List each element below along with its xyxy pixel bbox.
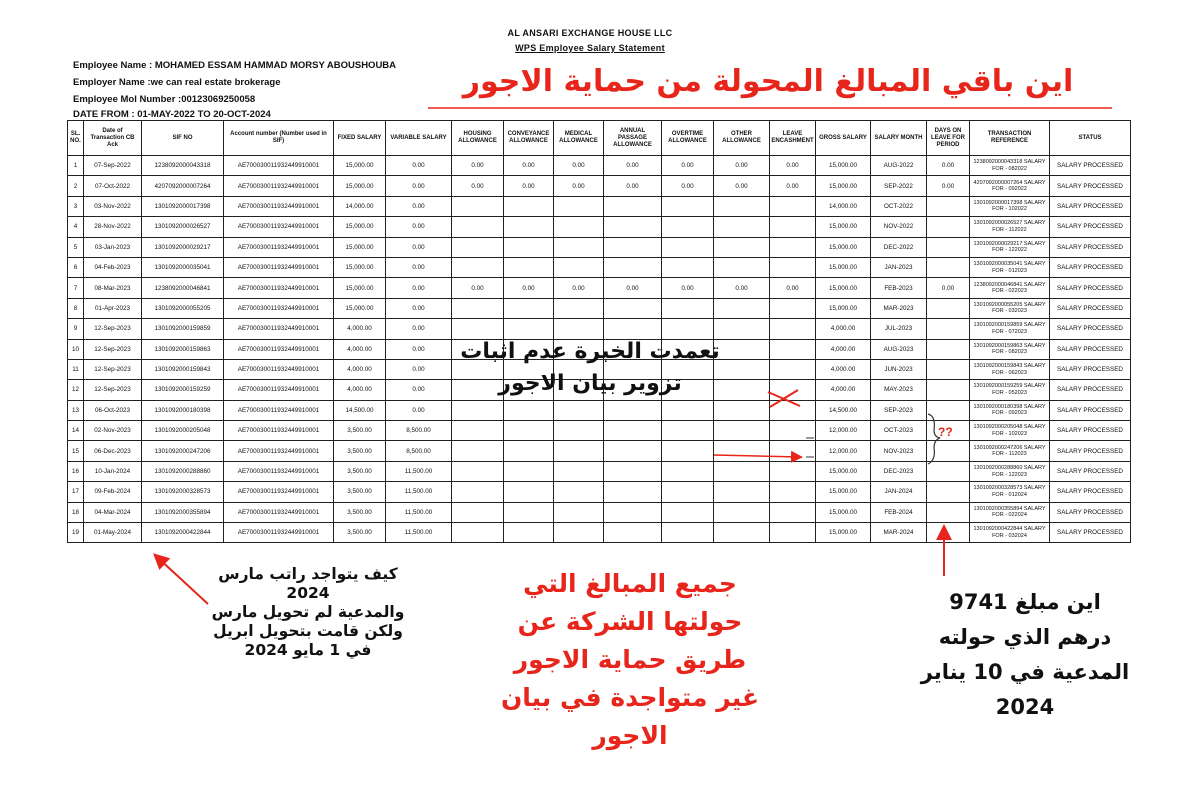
table-cell: 12-Sep-2023 xyxy=(84,319,142,339)
table-cell: 0.00 xyxy=(504,278,554,298)
question-marks: ?? xyxy=(938,425,953,439)
table-cell: 1301092000355894 xyxy=(142,502,224,522)
table-cell: SALARY PROCESSED xyxy=(1050,176,1131,196)
table-cell: SEP-2023 xyxy=(871,400,927,420)
table-cell: SALARY PROCESSED xyxy=(1050,400,1131,420)
employee-mol-number: Employee Mol Number :00123069250058 xyxy=(73,94,256,105)
table-cell: 12-Sep-2023 xyxy=(84,339,142,359)
table-cell: 0.00 xyxy=(662,176,714,196)
table-cell: 0.00 xyxy=(386,217,452,237)
table-cell: SALARY PROCESSED xyxy=(1050,359,1131,379)
table-cell: 01-Apr-2023 xyxy=(84,298,142,318)
table-cell: 0.00 xyxy=(386,400,452,420)
table-cell: JAN-2023 xyxy=(871,257,927,277)
arrow-up-left-icon xyxy=(156,556,208,604)
table-cell: 15 xyxy=(68,441,84,461)
column-header: Date of Transaction CB Ack xyxy=(84,121,142,156)
table-cell: 3 xyxy=(68,196,84,216)
column-header: ANNUAL PASSAGE ALLOWANCE xyxy=(604,121,662,156)
middle-annotation-line2: تزوير بيان الاجور xyxy=(498,371,682,396)
table-cell: 0.00 xyxy=(386,339,452,359)
table-cell: 15,000.00 xyxy=(816,237,871,257)
table-cell: 06-Oct-2023 xyxy=(84,400,142,420)
table-cell: AE700030011932449910001 xyxy=(224,156,334,176)
table-cell: 3,500.00 xyxy=(334,421,386,441)
left-note-line: في 1 مايو 2024 xyxy=(244,641,372,659)
table-cell: 15,000.00 xyxy=(816,461,871,481)
table-cell: 1301092000017398 SALARY FOR - 102022 xyxy=(970,196,1050,216)
column-header: VARIABLE SALARY xyxy=(386,121,452,156)
table-cell: 0.00 xyxy=(554,156,604,176)
table-cell: 4 xyxy=(68,217,84,237)
left-note-line: 2024 xyxy=(286,584,330,602)
right-note-line: اين مبلغ 9741 xyxy=(949,590,1101,614)
table-cell: SALARY PROCESSED xyxy=(1050,502,1131,522)
table-cell: 3,500.00 xyxy=(334,482,386,502)
table-cell: 1301092000159259 SALARY FOR - 052023 xyxy=(970,380,1050,400)
table-cell: 1301092000029217 SALARY FOR - 122022 xyxy=(970,237,1050,257)
table-cell: AE700030011932449910001 xyxy=(224,217,334,237)
table-cell: 4,000.00 xyxy=(334,380,386,400)
table-cell: 0.00 xyxy=(714,156,770,176)
column-header: TRANSACTION REFERENCE xyxy=(970,121,1050,156)
table-cell: 4,000.00 xyxy=(816,359,871,379)
table-cell: 03-Nov-2022 xyxy=(84,196,142,216)
right-note-line: 2024 xyxy=(995,695,1055,719)
table-cell: DEC-2023 xyxy=(871,461,927,481)
table-cell: 28-Nov-2022 xyxy=(84,217,142,237)
table-cell: 15,000.00 xyxy=(334,278,386,298)
table-cell: 0.00 xyxy=(452,176,504,196)
table-cell: 3,500.00 xyxy=(334,441,386,461)
column-header: FIXED SALARY xyxy=(334,121,386,156)
table-cell: AE700030011932449910001 xyxy=(224,400,334,420)
table-cell: 8,500.00 xyxy=(386,441,452,461)
table-cell: 4207092000007264 SALARY FOR - 092022 xyxy=(970,176,1050,196)
table-cell: 07-Sep-2022 xyxy=(84,156,142,176)
table-cell: 1301092000159863 SALARY FOR - 082023 xyxy=(970,339,1050,359)
table-cell: AE700030011932449910001 xyxy=(224,461,334,481)
table-cell: 0.00 xyxy=(714,278,770,298)
table-cell: 14 xyxy=(68,421,84,441)
table-cell: 1301092000180398 xyxy=(142,400,224,420)
table-cell: 1301092000055205 SALARY FOR - 032023 xyxy=(970,298,1050,318)
table-cell: 10-Jan-2024 xyxy=(84,461,142,481)
table-cell: 11,500.00 xyxy=(386,502,452,522)
table-cell: 1301092000205048 SALARY FOR - 102023 xyxy=(970,421,1050,441)
table-cell: AE700030011932449910001 xyxy=(224,502,334,522)
table-cell: 1238092000046841 xyxy=(142,278,224,298)
table-cell: 17 xyxy=(68,482,84,502)
employee-name: Employee Name : MOHAMED ESSAM HAMMAD MORSY ABOUSHOUBA xyxy=(73,60,397,71)
table-cell: 1301092000159843 xyxy=(142,359,224,379)
table-cell: 15,000.00 xyxy=(334,298,386,318)
table-cell: 0.00 xyxy=(927,278,970,298)
table-cell: 5 xyxy=(68,237,84,257)
table-cell: 18 xyxy=(68,502,84,522)
table-cell: 12,000.00 xyxy=(816,441,871,461)
table-cell: 4,000.00 xyxy=(334,339,386,359)
table-cell: 4,000.00 xyxy=(816,319,871,339)
table-cell: 06-Dec-2023 xyxy=(84,441,142,461)
table-cell: 16 xyxy=(68,461,84,481)
column-header: SALARY MONTH xyxy=(871,121,927,156)
table-cell: 0.00 xyxy=(770,156,816,176)
table-cell: 04-Mar-2024 xyxy=(84,502,142,522)
table-cell: 1301092000328573 SALARY FOR - 012024 xyxy=(970,482,1050,502)
table-cell: 1301092000159863 xyxy=(142,339,224,359)
center-note-line: الاجور xyxy=(592,721,668,750)
table-cell: 0.00 xyxy=(554,278,604,298)
table-cell: 1301092000055205 xyxy=(142,298,224,318)
table-cell: AUG-2022 xyxy=(871,156,927,176)
table-cell: 8,500.00 xyxy=(386,421,452,441)
table-cell: FEB-2023 xyxy=(871,278,927,298)
table-cell: 1301092000026527 xyxy=(142,217,224,237)
table-cell: 1301092000035041 SALARY FOR - 012023 xyxy=(970,257,1050,277)
table-cell: MAR-2023 xyxy=(871,298,927,318)
table-cell: 4,000.00 xyxy=(334,319,386,339)
table-cell: AE700030011932449910001 xyxy=(224,359,334,379)
arrow-icon xyxy=(714,455,800,457)
table-cell: SALARY PROCESSED xyxy=(1050,380,1131,400)
table-cell: SALARY PROCESSED xyxy=(1050,196,1131,216)
column-header: SL. NO. xyxy=(68,121,84,156)
table-cell: DEC-2022 xyxy=(871,237,927,257)
table-cell: 1301092000026527 SALARY FOR - 112022 xyxy=(970,217,1050,237)
table-cell: 0.00 xyxy=(386,298,452,318)
center-note-line: حولتها الشركة عن xyxy=(517,607,743,636)
table-cell: 02-Nov-2023 xyxy=(84,421,142,441)
left-note-line: كيف يتواجد راتب مارس xyxy=(218,565,398,583)
table-cell: 15,000.00 xyxy=(334,257,386,277)
table-cell: SEP-2022 xyxy=(871,176,927,196)
column-header: HOUSING ALLOWANCE xyxy=(452,121,504,156)
table-cell: 0.00 xyxy=(452,278,504,298)
column-header: Account number (Number used in SIF) xyxy=(224,121,334,156)
table-cell: 0.00 xyxy=(770,176,816,196)
table-cell: AE700030011932449910001 xyxy=(224,196,334,216)
table-cell: 8 xyxy=(68,298,84,318)
table-cell: SALARY PROCESSED xyxy=(1050,461,1131,481)
table-cell: 4,000.00 xyxy=(816,380,871,400)
table-cell: 2 xyxy=(68,176,84,196)
table-cell: 1301092000288860 xyxy=(142,461,224,481)
middle-annotation-line1: تعمدت الخبرة عدم اثبات xyxy=(460,339,720,364)
company-name: AL ANSARI EXCHANGE HOUSE LLC xyxy=(507,28,673,38)
table-cell: 1 xyxy=(68,156,84,176)
column-header: OVERTIME ALLOWANCE xyxy=(662,121,714,156)
column-header: CONVEYANCE ALLOWANCE xyxy=(504,121,554,156)
table-cell: 1301092000017398 xyxy=(142,196,224,216)
right-note-line: المدعية في 10 يناير xyxy=(920,660,1130,684)
table-cell: 1301092000035041 xyxy=(142,257,224,277)
column-header: DAYS ON LEAVE FOR PERIOD xyxy=(927,121,970,156)
table-cell: 0.00 xyxy=(386,196,452,216)
table-cell: SALARY PROCESSED xyxy=(1050,339,1131,359)
table-cell: 11 xyxy=(68,359,84,379)
table-cell: 15,000.00 xyxy=(334,176,386,196)
center-note-line: طريق حماية الاجور xyxy=(513,645,747,674)
table-cell: 07-Oct-2022 xyxy=(84,176,142,196)
table-cell: 0.00 xyxy=(927,156,970,176)
table-cell: 12-Sep-2023 xyxy=(84,380,142,400)
table-cell: SALARY PROCESSED xyxy=(1050,523,1131,543)
table-cell: 0.00 xyxy=(452,156,504,176)
table-cell: 11,500.00 xyxy=(386,461,452,481)
table-cell: SALARY PROCESSED xyxy=(1050,278,1131,298)
table-cell: 15,000.00 xyxy=(816,298,871,318)
center-note-line: جميع المبالغ التي xyxy=(523,569,737,598)
table-cell: AE700030011932449910001 xyxy=(224,298,334,318)
table-cell: 15,000.00 xyxy=(816,278,871,298)
table-cell: AE700030011932449910001 xyxy=(224,237,334,257)
table-cell: AE700030011932449910001 xyxy=(224,176,334,196)
table-cell: 14,500.00 xyxy=(816,400,871,420)
table-cell: 1301092000159859 xyxy=(142,319,224,339)
table-cell: 0.00 xyxy=(662,156,714,176)
table-cell: 14,000.00 xyxy=(334,196,386,216)
table-cell: 0.00 xyxy=(386,278,452,298)
column-header: LEAVE ENCASHMENT xyxy=(770,121,816,156)
table-cell: AE700030011932449910001 xyxy=(224,278,334,298)
table-cell: 4207092000007264 xyxy=(142,176,224,196)
table-cell: AE700030011932449910001 xyxy=(224,257,334,277)
table-cell: AE700030011932449910001 xyxy=(224,523,334,543)
table-cell: AE700030011932449910001 xyxy=(224,380,334,400)
table-cell: 0.00 xyxy=(386,359,452,379)
table-cell: AE700030011932449910001 xyxy=(224,441,334,461)
table-cell: SALARY PROCESSED xyxy=(1050,319,1131,339)
table-cell: SALARY PROCESSED xyxy=(1050,257,1131,277)
table-cell: 1301092000247206 xyxy=(142,441,224,461)
table-cell: 0.00 xyxy=(604,156,662,176)
table-cell: NOV-2022 xyxy=(871,217,927,237)
table-cell: 0.00 xyxy=(604,278,662,298)
table-cell: 0.00 xyxy=(504,156,554,176)
table-cell: JUN-2023 xyxy=(871,359,927,379)
table-cell: SALARY PROCESSED xyxy=(1050,421,1131,441)
table-cell: 01-May-2024 xyxy=(84,523,142,543)
table-cell: FEB-2024 xyxy=(871,502,927,522)
table-cell: 1301092000355894 SALARY FOR - 022024 xyxy=(970,502,1050,522)
table-cell: 1301092000205048 xyxy=(142,421,224,441)
table-cell: SALARY PROCESSED xyxy=(1050,482,1131,502)
table-cell: 0.00 xyxy=(386,319,452,339)
table-cell: 15,000.00 xyxy=(334,156,386,176)
table-cell: 12,000.00 xyxy=(816,421,871,441)
left-note-line: والمدعية لم تحويل مارس xyxy=(211,603,405,621)
table-cell: 10 xyxy=(68,339,84,359)
table-cell: 0.00 xyxy=(554,176,604,196)
table-cell: 13 xyxy=(68,400,84,420)
table-cell: SALARY PROCESSED xyxy=(1050,156,1131,176)
table-cell: 0.00 xyxy=(386,380,452,400)
column-header: STATUS xyxy=(1050,121,1131,156)
table-cell: NOV-2023 xyxy=(871,441,927,461)
table-cell: 0.00 xyxy=(714,176,770,196)
table-cell: 04-Feb-2023 xyxy=(84,257,142,277)
table-cell: 3,500.00 xyxy=(334,502,386,522)
column-header: MEDICAL ALLOWANCE xyxy=(554,121,604,156)
table-cell: 15,000.00 xyxy=(816,217,871,237)
table-cell: 0.00 xyxy=(770,278,816,298)
statement-title: WPS Employee Salary Statement xyxy=(515,43,665,53)
table-cell: 0.00 xyxy=(386,156,452,176)
table-cell: 1238092000046841 SALARY FOR - 022023 xyxy=(970,278,1050,298)
table-cell: SALARY PROCESSED xyxy=(1050,441,1131,461)
table-cell: 4,000.00 xyxy=(334,359,386,379)
table-cell: 14,500.00 xyxy=(334,400,386,420)
table-cell: 0.00 xyxy=(504,176,554,196)
table-cell: 1301092000180398 SALARY FOR - 092023 xyxy=(970,400,1050,420)
table-cell: 12-Sep-2023 xyxy=(84,359,142,379)
table-cell: 3,500.00 xyxy=(334,461,386,481)
date-range: DATE FROM : 01-MAY-2022 TO 20-OCT-2024 xyxy=(73,109,271,120)
table-cell: AUG-2023 xyxy=(871,339,927,359)
table-cell: 1301092000029217 xyxy=(142,237,224,257)
table-cell: 1238092000043318 SALARY FOR - 082022 xyxy=(970,156,1050,176)
table-cell: 4,000.00 xyxy=(816,339,871,359)
table-cell: 6 xyxy=(68,257,84,277)
table-cell: SALARY PROCESSED xyxy=(1050,217,1131,237)
table-cell: 0.00 xyxy=(662,278,714,298)
table-cell: 15,000.00 xyxy=(816,523,871,543)
table-cell: MAY-2023 xyxy=(871,380,927,400)
table-cell: 15,000.00 xyxy=(334,217,386,237)
center-note-line: غير متواجدة في بيان xyxy=(500,683,760,712)
right-note-line: درهم الذي حولته xyxy=(938,625,1112,649)
table-cell: 0.00 xyxy=(386,257,452,277)
table-cell: 15,000.00 xyxy=(816,257,871,277)
table-cell: 15,000.00 xyxy=(816,156,871,176)
table-cell: 0.00 xyxy=(604,176,662,196)
table-cell: 0.00 xyxy=(927,176,970,196)
table-cell: OCT-2023 xyxy=(871,421,927,441)
table-cell: JUL-2023 xyxy=(871,319,927,339)
table-cell: MAR-2024 xyxy=(871,523,927,543)
table-cell: SALARY PROCESSED xyxy=(1050,298,1131,318)
table-cell: 1238092000043318 xyxy=(142,156,224,176)
table-cell: 9 xyxy=(68,319,84,339)
table-cell: 0.00 xyxy=(386,237,452,257)
table-cell: 12 xyxy=(68,380,84,400)
table-cell: 15,000.00 xyxy=(816,482,871,502)
column-header: OTHER ALLOWANCE xyxy=(714,121,770,156)
table-cell: 15,000.00 xyxy=(334,237,386,257)
table-cell: JAN-2024 xyxy=(871,482,927,502)
table-cell: 09-Feb-2024 xyxy=(84,482,142,502)
table-cell: 1301092000288860 SALARY FOR - 122023 xyxy=(970,461,1050,481)
table-cell: 3,500.00 xyxy=(334,523,386,543)
table-cell: 7 xyxy=(68,278,84,298)
table-cell: 0.00 xyxy=(386,176,452,196)
table-cell: 19 xyxy=(68,523,84,543)
table-cell: AE700030011932449910001 xyxy=(224,339,334,359)
table-cell: 1301092000247206 SALARY FOR - 112023 xyxy=(970,441,1050,461)
table-cell: AE700030011932449910001 xyxy=(224,482,334,502)
table-cell: 1301092000422844 SALARY FOR - 032024 xyxy=(970,523,1050,543)
table-cell: AE700030011932449910001 xyxy=(224,421,334,441)
cross-mark-icon xyxy=(768,390,800,407)
column-header: GROSS SALARY xyxy=(816,121,871,156)
left-note-line: ولكن قامت بتحويل ابريل xyxy=(213,622,403,640)
brace-icon xyxy=(928,414,940,464)
employer-name: Employer Name :we can real estate brokerage xyxy=(73,77,281,88)
table-cell: 15,000.00 xyxy=(816,176,871,196)
table-cell: 11,500.00 xyxy=(386,482,452,502)
table-cell: 08-Mar-2023 xyxy=(84,278,142,298)
table-cell: 03-Jan-2023 xyxy=(84,237,142,257)
table-cell: 15,000.00 xyxy=(816,502,871,522)
table-cell: SALARY PROCESSED xyxy=(1050,237,1131,257)
table-cell: 14,000.00 xyxy=(816,196,871,216)
table-cell: 1301092000159843 SALARY FOR - 062023 xyxy=(970,359,1050,379)
table-cell: OCT-2022 xyxy=(871,196,927,216)
table-cell: 1301092000159859 SALARY FOR - 072023 xyxy=(970,319,1050,339)
column-header: SIF NO xyxy=(142,121,224,156)
table-cell: 1301092000159259 xyxy=(142,380,224,400)
title-annotation: اين باقي المبالغ المحولة من حماية الاجور xyxy=(462,64,1074,99)
table-cell: 1301092000422844 xyxy=(142,523,224,543)
table-cell: 11,500.00 xyxy=(386,523,452,543)
table-cell: AE700030011932449910001 xyxy=(224,319,334,339)
table-cell: 1301092000328573 xyxy=(142,482,224,502)
